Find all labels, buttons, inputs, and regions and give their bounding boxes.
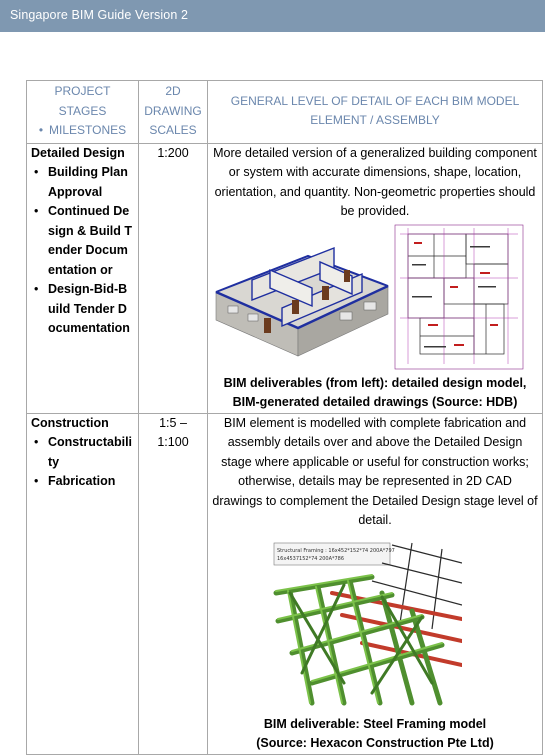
milestone-label: Fabrication (48, 474, 116, 488)
bim-generated-drawing-image (394, 224, 524, 370)
milestone-list (31, 163, 134, 339)
header-scales-line1: 2D (165, 84, 181, 98)
detail-cell (208, 143, 543, 413)
figure-caption-line1: BIM deliverable: Steel Framing model (263, 716, 487, 731)
header-detail-line2: ELEMENT / ASSEMBLY (310, 113, 440, 128)
header-scales-line2: DRAWING (144, 103, 202, 118)
header-project-stages: PROJECT STAGES (54, 84, 111, 118)
scale-cell (139, 413, 208, 754)
bullet-icon: • (34, 435, 39, 449)
header-detail-line1: GENERAL LEVEL OF DETAIL OF EACH BIM MODEL (230, 93, 520, 108)
scale-cell (139, 143, 208, 413)
document-title: Singapore BIM Guide Version 2 (10, 8, 189, 22)
header-milestones-line (30, 121, 135, 141)
bullet-icon: • (38, 123, 44, 137)
table-row (27, 143, 543, 413)
detailed-design-figures (212, 224, 538, 372)
milestone-list (31, 433, 134, 492)
stage-name: Detailed Design (31, 145, 125, 160)
column-header-project-stages (27, 81, 139, 144)
list-item (31, 472, 134, 492)
list-item (31, 433, 134, 472)
stage-name: Construction (31, 415, 109, 430)
list-item (31, 202, 134, 280)
detail-cell (208, 413, 543, 754)
bim-level-of-detail-table (26, 80, 543, 755)
column-header-drawing-scales (139, 81, 208, 144)
list-item (31, 163, 134, 202)
header-scales-line3: SCALES (149, 123, 197, 137)
detail-description: BIM element is modelled with complete fabrication and assembly details over and above the Detailed Design stage where applicable or useful for construction works; otherwise, details may be represented in 2D CAD drawings to complement the Detailed Design stage level of detail. (212, 415, 538, 527)
construction-figure (212, 533, 538, 711)
bullet-icon: • (34, 165, 39, 179)
table-row (27, 413, 543, 754)
header-bar (0, 0, 545, 32)
figure-caption-line2: (Source: Hexacon Construction Pte Ltd) (256, 736, 494, 750)
list-item (31, 280, 134, 339)
scale-value: 1:5 – (159, 415, 187, 430)
header-milestones: MILESTONES (49, 123, 127, 137)
column-header-level-of-detail (208, 81, 543, 144)
bullet-icon: • (34, 204, 39, 218)
detail-description: More detailed version of a generalized building component or system with accurate dimensions, shape, location, orientation, and quantity. Non-geometric properties should be provided. (213, 145, 537, 218)
stage-cell (27, 413, 139, 754)
bullet-icon: • (34, 282, 39, 296)
scale-value: 1:100 (157, 435, 189, 449)
stage-cell (27, 143, 139, 413)
milestone-label: Design-Bid-Build Tender Documentation (48, 282, 130, 335)
figure-caption-line2: BIM-generated detailed drawings (Source: HDB) (232, 395, 518, 409)
detailed-design-model-image (212, 230, 390, 360)
milestone-label: Constructability (48, 435, 133, 469)
milestone-label: Building Plan Approval (48, 165, 128, 199)
milestone-label: Continued Design & Build Tender Documentation or (48, 204, 133, 277)
bullet-icon: • (34, 474, 39, 488)
scale-value: 1:200 (157, 145, 189, 160)
steel-framing-model-image (272, 533, 462, 709)
figure-caption-line1: BIM deliverables (from left): detailed design model, (223, 375, 527, 390)
model-tooltip-line2: 16x4537152*74 200A*786 (277, 555, 345, 562)
table-header-row (27, 81, 543, 144)
model-tooltip-line1: Structural Framing : 16x452*152*74 200A*797 (277, 547, 395, 554)
